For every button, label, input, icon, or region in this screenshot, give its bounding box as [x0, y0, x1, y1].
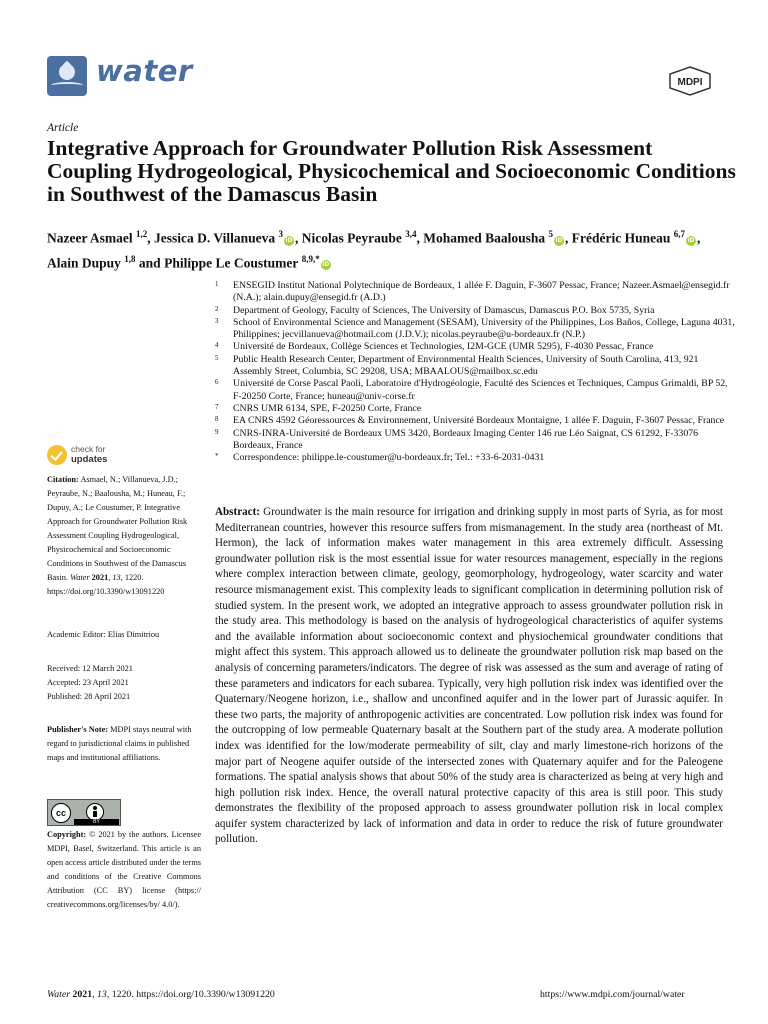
affiliation-item: 5 Public Health Research Center, Department of Environmental Health Sciences, University of South Carolina, 413, 921 Assembly Street, Columbia, SC 29208, USA; MBAALOUS@mailbox.sc.edu: [215, 353, 699, 378]
author: Philippe Le Coustumer: [164, 255, 299, 270]
author: Jessica D. Villanueva: [153, 230, 276, 246]
footer-citation: Water 2021, 13, 1220. https://doi.org/10.3390/w13091220: [47, 989, 275, 1000]
author: Nicolas Peyraube: [301, 230, 402, 246]
publisher-name: MDPI: [677, 77, 703, 88]
author: Mohamed Baalousha: [423, 230, 546, 246]
affiliation-item: 6 Université de Corse Pascal Paoli, Laboratoire d'Hydrogéologie, Faculté des Sciences et Techniques, Campus Grimaldi, BP 52, F-20250 Corte, France; huneau@univ-corse.fr: [215, 378, 728, 402]
author: Alain Dupuy: [47, 255, 121, 270]
copyright: Copyright: © 2021 by the authors. Licensee MDPI, Basel, Switzerland. This article is an open access article distributed under the terms and conditions of the Creative Commons Attribution (CC BY) license (https:// creativecommons.org/licenses/by/ 4.0/).: [47, 830, 201, 909]
citation: Citation: Asmael, N.; Villanueva, J.D.; Peyraube, N.; Baalousha, M.; Huneau, F.; Dupuy, A.; Le Coustumer, P. Integrative Approach for Groundwater Pollution Risk Assessment Coupling Hydrogeological, Physicochemical and Socioeconomic Conditions in Southwest of the Damascus Basin. Water 2021, 13, 1220. https://doi.org/10.3390/w13091220: [47, 475, 188, 596]
cc-by-license-icon[interactable]: cc BY: [47, 799, 121, 826]
journal-url-link[interactable]: https://www.mdpi.com/journal/water: [540, 989, 685, 1000]
check-for-updates-button[interactable]: check for updates: [47, 443, 147, 467]
author: Frédéric Huneau: [571, 230, 671, 246]
abstract: [215, 505, 723, 848]
affiliation-item: 2 Department of Geology, Faculty of Sciences, The University of Damascus, Damascus P.O. Box 5735, Syria: [215, 304, 655, 316]
affiliation-item: 4 Université de Bordeaux, Collège Sciences et Technologies, I2M-GCE (UMR 5295), F-4030 Pessac, France: [215, 341, 654, 353]
mdpi-logo-icon: [668, 66, 712, 96]
abstract-text: Groundwater is the main resource for irrigation and drinking supply in most parts of Syria, as for most Mediterranean countries, however this resource suffers from mismanagement. In the study area (northeast of Mt. Hermon), the lack of information makes water management in this area extremely difficult. Assessing groundwater pollution risk is the most essential issue for water resources management, especially in the regions where complex interaction between climate, geology, geomorphology, hydrogeology, water scarcity and water resource mismanagement exist. This complexity leads to significant complication in determining pollution risk of studied system. In the present work, we adopted an integrative approach to assess groundwater pollution risk in the study area. This methodology is based on the analysis of hydrogeological characteristics of aquifer systems and the available information about socioeconomic context and physiochemical groundwater conditions that might affect this system. This approach allowed us to delineate the groundwater pollution risk map based on the analysis of concerning parameters/indicators. The degree of risk was assessed as the sum and average of rating of these parameters and indicators for each subarea. Typically, very high pollution risk index was identified over the Quaternary/Neogene horizon, i.e., shallow and unconfined aquifer and in the lower part of Jurassic aquifer. In these two parts, the majority of anthropogenic activities are concentrated. Low pollution risk index was found for the outcropping of low permeable Quaternary basalt at the Southern part of the study area. A moderate pollution index was identified for the low/moderate permeability of silt, clay and marly limestone-rich horizons of the major part of Neogene aquifer outside of the intersected zones with Quaternary aquifer and for the Paleogene formations. The spatial analysis shows that about 50% of the study area is characterized as being at very high and high pollution risk index. Hence, the overall natural protective capacity of this area is still poor. This study demonstrates the flexibility of the proposed approach to assess groundwater pollution risk in local complex aquifer system characterized by lack of information and data in order to reduce the risk of future groundwater pollution.: [215, 506, 723, 846]
correspondence: * Correspondence: philippe.le-coustumer@u-bordeaux.fr; Tel.: +33-6-2031-0431: [215, 452, 545, 464]
journal-name: water: [96, 54, 193, 88]
journal-logo-icon: [47, 56, 87, 96]
author-list: Nazeer Asmael $^{1,2}$, Jessica D. Villanueva $^3$iD , Nicolas Peyraube $^{3,4}$, Mohamed Baalousha $^5$iD , Frédéric Huneau $^{6,7}$iD , Alain Dupuy $^{1,8}$ and Philippe Le Coustumer $^{8,9,*}$iD: [47, 229, 701, 270]
page-title: Integrative Approach for Groundwater Pollution Risk Assessment Coupling Hydrogeological, Physicochemical and Socioeconomic Conditions in Southwest of the Damascus Basin: [47, 136, 736, 206]
orcid-icon[interactable]: iD: [687, 236, 695, 244]
orcid-icon[interactable]: iD: [322, 261, 330, 268]
orcid-icon[interactable]: iD: [555, 236, 563, 244]
dates: Received: 12 March 2021 Accepted: 23 April 2021 Published: 28 April 2021: [47, 664, 133, 701]
author: Nazeer Asmael: [47, 230, 133, 246]
affiliation-item: 1 ENSEGID Institut National Polytechnique de Bordeaux, 1 allée F. Daguin, F-3607 Pessac, France; Nazeer.Asmael@ensegid.fr (N.A.); alain.dupuy@ensegid.fr (A.D.): [215, 280, 730, 304]
publisher-note: Publisher's Note: MDPI stays neutral with regard to jurisdictional claims in published maps and institutional affiliations.: [47, 725, 192, 762]
academic-editor: Academic Editor: Elias Dimitriou: [47, 630, 160, 639]
doi-link[interactable]: https://doi.org/10.3390/w13091220: [47, 587, 165, 596]
affiliation-item: 8 EA CNRS 4592 Géoressources & Environnement, Université Bordeaux Montaigne, 1 allée F. Daguin, F-3607 Pessac, France: [215, 415, 725, 427]
abstract-label: Abstract:: [215, 506, 260, 518]
affiliation-item: 3 School of Environmental Science and Management (SESAM), University of the Philippines, Los Baños, College, Laguna 4031, Philippines; jecvillanueva@hotmail.com (J.D.V.); nicolas.peyraube@u-bordeaux.fr (N.P.): [215, 316, 735, 341]
affiliation-item: 7 CNRS UMR 6134, SPE, F-20250 Corte, France: [215, 402, 422, 414]
affiliations: [215, 280, 735, 464]
affiliation-item: 9 CNRS-INRA-Université de Bordeaux UMS 3420, Bordeaux Imaging Center 146 rue Léo Saignat, CS 61292, F-33076 Bordeaux, France: [215, 427, 699, 451]
article-type: Article: [47, 122, 79, 134]
orcid-icon[interactable]: iD: [285, 236, 293, 244]
checkmark-icon: [47, 445, 67, 465]
